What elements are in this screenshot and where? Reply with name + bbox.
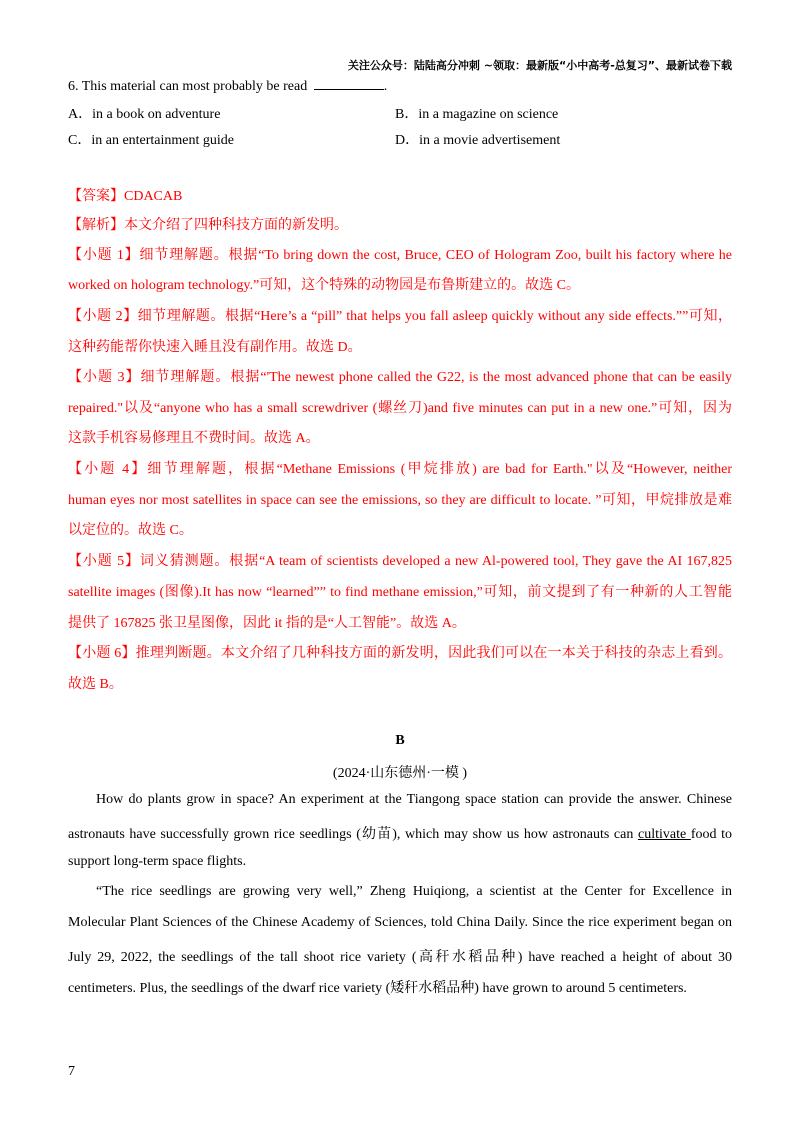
passage-p1-line2 (68, 823, 732, 843)
passage-p2-line2: Molecular Plant Sciences of the Chinese Academy of Sciences, told China Daily. Since the rice experiment began on (68, 915, 732, 930)
underlined-word: cultivate (638, 827, 691, 842)
answer-blank (314, 77, 384, 90)
option-b: B．in a magazine on science (395, 107, 559, 122)
passage-p2-line4: centimeters. Plus, the seedlings of the dwarf rice variety (矮秆水稻品种) have grown to around 5 centimeters. (68, 981, 687, 996)
passage-p1-line2-text: astronauts have successfully grown rice seedlings (幼苗), which may show us how astronauts can (68, 827, 634, 842)
q4-explanation-line1: 【小题 4】细节理解题，根据“Methane Emissions (甲烷排放) are bad for Earth."以及“However, neither (68, 462, 732, 477)
q3-explanation-line2: repaired."以及“anyone who has a small screwdriver (螺丝刀)and five minutes can put in a new one.”可知，因为 (68, 401, 732, 416)
q2-explanation-line1: 【小题 2】细节理解题。根据“Here’s a “pill” that helps you fall asleep quickly without any side effects.””可知， (68, 309, 732, 324)
question-6-text: 6. This material can most probably be read (68, 79, 308, 94)
q5-explanation-line1: 【小题 5】词义猜测题。根据“A team of scientists developed a new Al-powered tool, They gave the AI 167,825 (68, 554, 732, 569)
q3-explanation-line1: 【小题 3】细节理解题。根据“'The newest phone called the G22, is the most advanced phone that can be easily (68, 370, 732, 385)
analysis-summary: 【解析】本文介绍了四种科技方面的新发明。 (68, 218, 348, 233)
passage-p2-line3: July 29, 2022, the seedlings of the tall shoot rice variety (高秆水稻品种) have reached a height of about 30 (68, 950, 732, 965)
q4-explanation-line2: human eyes nor most satellites in space can see the emissions, so they are difficult to locate. ”可知，甲烷排放是难 (68, 493, 732, 508)
q1-explanation-line1: 【小题 1】细节理解题。根据“To bring down the cost, Bruce, CEO of Hologram Zoo, built his factory where he (68, 248, 732, 263)
section-heading: B (395, 733, 405, 748)
page-header: 关注公众号：陆陆高分冲刺 ~领取：最新版“小中高考-总复习”、最新试卷下载 (347, 59, 732, 72)
option-a: A．in a book on adventure (68, 107, 221, 122)
q6-explanation-line1: 【小题 6】推理判断题。本文介绍了几种科技方面的新发明，因此我们可以在一本关于科技的杂志上看到。 (68, 646, 732, 661)
answer-key: 【答案】CDACAB (68, 189, 183, 204)
q4-explanation-line3: 以定位的。故选 C。 (68, 523, 193, 538)
q3-explanation-line3: 这款手机容易修理且不费时间。故选 A。 (68, 431, 320, 446)
q5-explanation-line3: 提供了 167825 张卫星图像，因此 it 指的是“人工智能”。故选 A。 (68, 616, 466, 631)
q2-explanation-line2: 这种药能帮你快速入睡且没有副作用。故选 D。 (68, 340, 362, 355)
passage-p1-line2-end: food to (690, 827, 733, 842)
q5-explanation-line2: satellite images (图像).It has now “learned”” to find methane emission,”可知，前文提到了有一种新的人工智能 (68, 585, 732, 600)
option-c: C．in an entertainment guide (68, 133, 235, 148)
passage-p1-line3: support long-term space flights. (68, 854, 247, 869)
question-6-stem (68, 77, 387, 95)
section-source: (2024·山东德州·一模 ) (332, 766, 468, 781)
q6-explanation-line2: 故选 B。 (68, 677, 123, 692)
q1-explanation-line2: worked on hologram technology.”可知，这个特殊的动物园是布鲁斯建立的。故选 C。 (68, 278, 580, 293)
question-6-end: . (383, 79, 388, 94)
option-d: D．in a movie advertisement (395, 133, 561, 148)
passage-p1-line1: How do plants grow in space? An experiment at the Tiangong space station can provide the answer. Chinese (96, 792, 732, 807)
page-number: 7 (68, 1064, 75, 1079)
passage-p2-line1: “The rice seedlings are growing very well,” Zheng Huiqiong, a scientist at the Center for Excellence in (96, 884, 732, 899)
